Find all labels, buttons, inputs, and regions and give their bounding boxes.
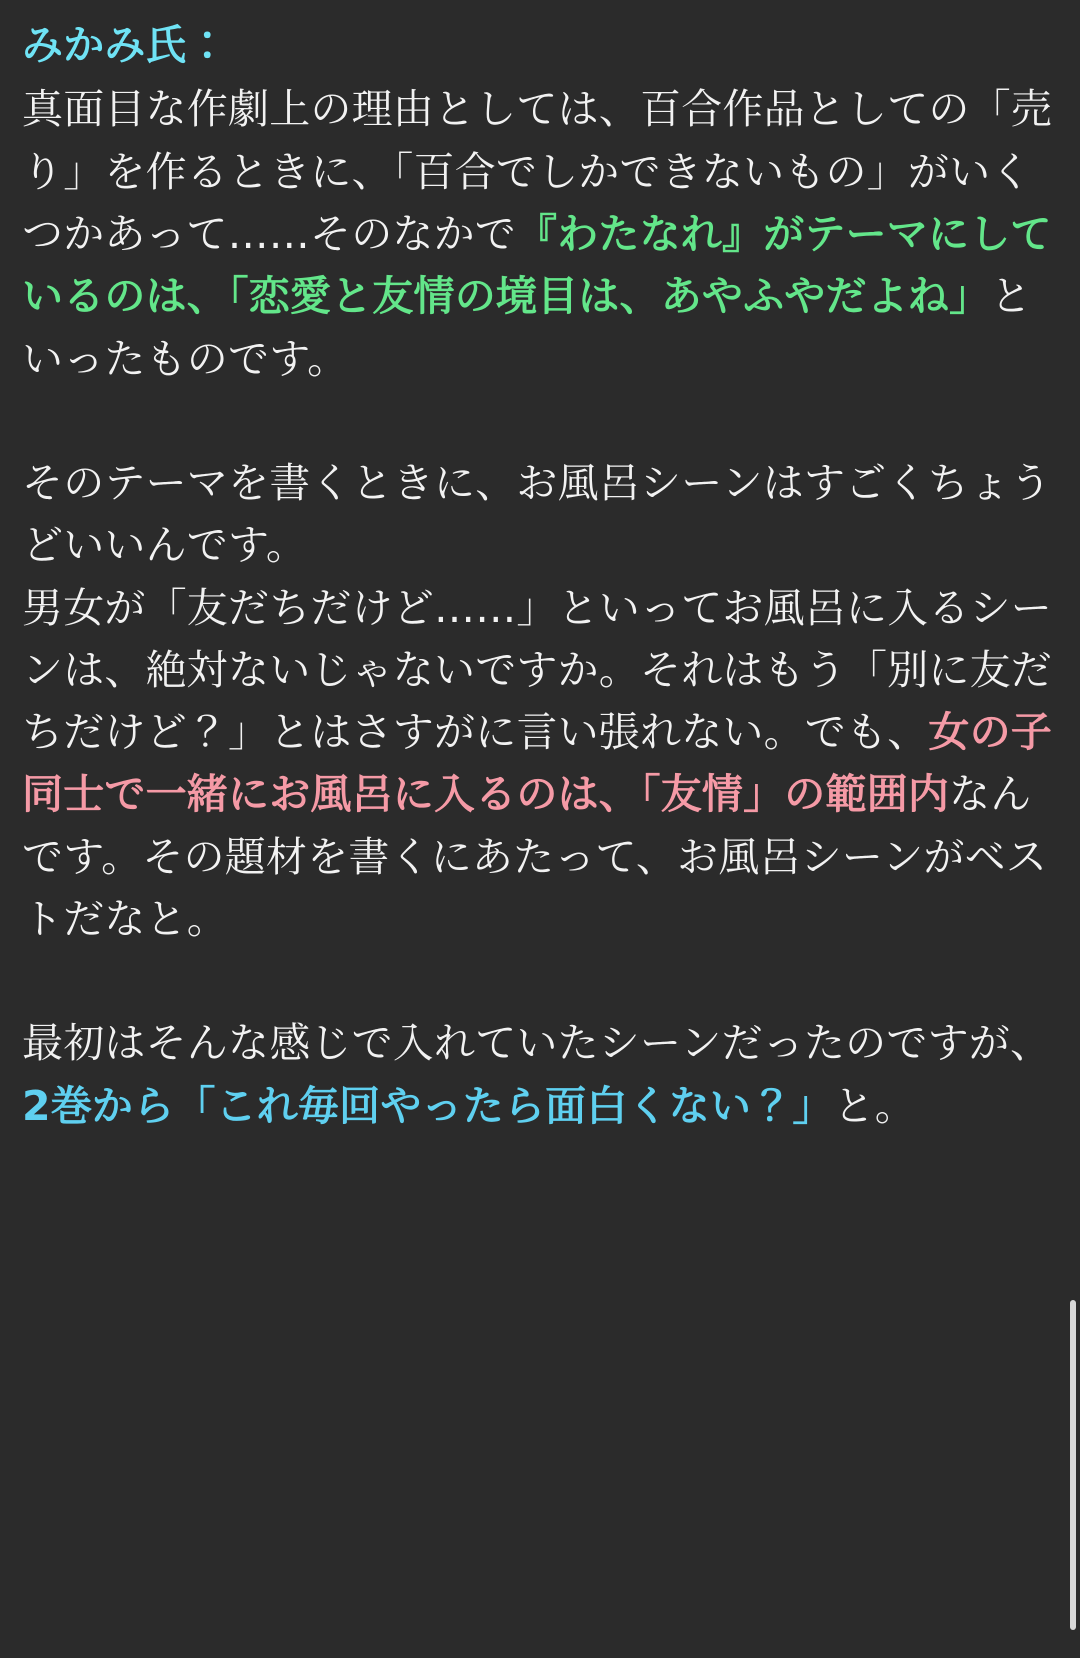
paragraph-1 (22, 78, 1054, 390)
paragraph-spacer-2 (22, 950, 1054, 1012)
paragraph-2-line-2 (22, 577, 1054, 951)
vertical-scrollbar[interactable] (1070, 1300, 1076, 1630)
paragraph-1-text-part-2: といったものです。 (22, 272, 1032, 383)
paragraph-2-text-part-2: なんです。その題材を書くにあたって、お風呂シーンがベストだなと。 (22, 770, 1048, 944)
paragraph-3 (22, 1012, 1054, 1137)
paragraph-3-highlight-blue: 2巻から「これ毎回やったら面白くない？」 (22, 1081, 834, 1130)
paragraph-2-line-1: そのテーマを書くときに、お風呂シーンはすごくちょうどいいんです。 (22, 458, 1052, 570)
paragraph-2-text-part-1: 男女が「友だちだけど……」といってお風呂に入るシーンは、絶対ないじゃないですか。それはもう「別に友だちだけど？」とはさすがに言い張れない。でも、 (22, 583, 1052, 757)
speaker-name: みかみ氏： (22, 21, 228, 69)
paragraph-1-text-part-1: 真面目な作劇上の理由としては、百合作品としての「売り」を作るときに、「百合でしかできないもの」がいくつかあって……そのなかで (22, 85, 1052, 258)
paragraph-spacer-1 (22, 390, 1054, 452)
paragraph-2-highlight-pink: 女の子同士で一緒にお風呂に入るのは、「友情」の範囲内 (22, 708, 1053, 819)
paragraph-3-text-part-2: と。 (833, 1081, 916, 1130)
paragraph-1-highlight-green: 『わたなれ』がテーマにしているのは、「恋愛と友情の境目は、あやふやだよね」 (22, 209, 1052, 321)
paragraph-3-text-part-1: 最初はそんな感じで入れていたシーンだったのですが、 (22, 1019, 1052, 1068)
